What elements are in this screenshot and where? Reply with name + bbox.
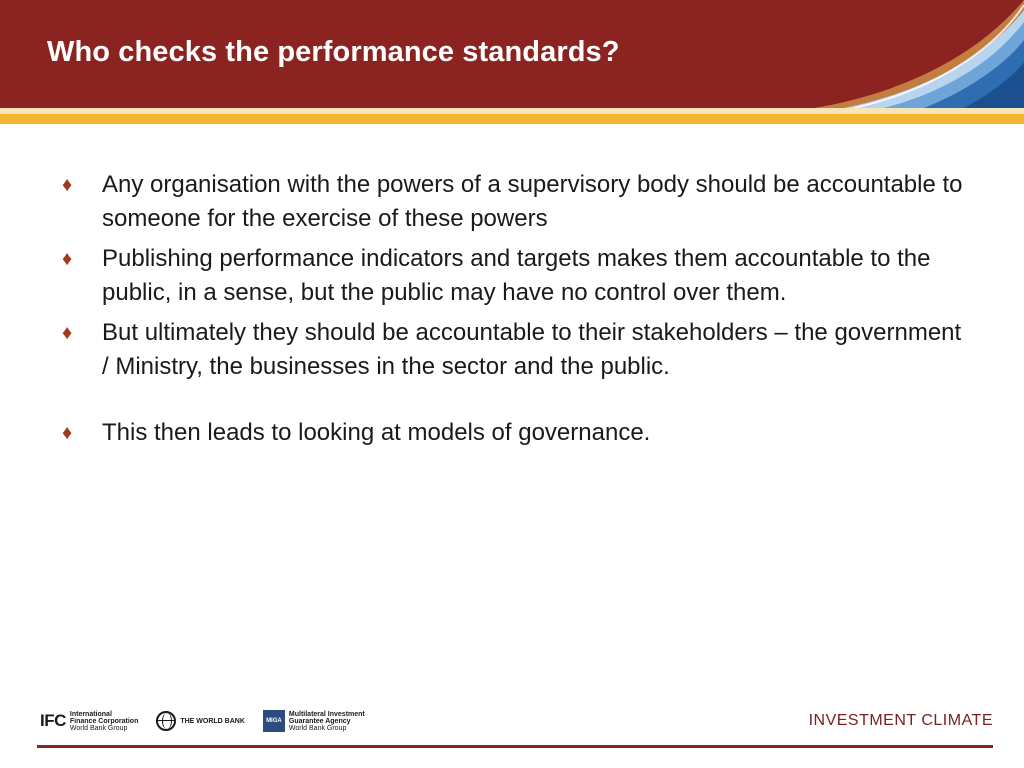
miga-name bbox=[289, 711, 365, 732]
miga-name-line: Multilateral Investment bbox=[288, 710, 365, 718]
bullet-item bbox=[60, 168, 970, 236]
header-bar bbox=[0, 0, 1024, 108]
ifc-name bbox=[70, 711, 138, 732]
ifc-group: World Bank Group bbox=[69, 724, 128, 732]
bullet-item bbox=[60, 316, 970, 384]
bullet-text: But ultimately they should be accountable to their stakeholders – the government / Ministry, the businesses in the sector and the public. bbox=[102, 319, 962, 380]
bullet-item bbox=[60, 416, 970, 450]
diamond-bullet-icon: ♦ bbox=[62, 174, 73, 196]
footer-tagline: INVESTMENT CLIMATE bbox=[808, 712, 993, 729]
miga-group: World Bank Group bbox=[288, 724, 347, 732]
bullet-text: Any organisation with the powers of a supervisory body should be accountable to someone for the exercise of these powers bbox=[102, 171, 963, 232]
bullet-text: Publishing performance indicators and targets makes them accountable to the public, in a sense, but the public may have no control over them. bbox=[102, 245, 931, 306]
bullet-item bbox=[60, 242, 970, 310]
partner-logos bbox=[40, 706, 365, 736]
bullet-list bbox=[60, 168, 970, 456]
diamond-bullet-icon: ♦ bbox=[62, 422, 73, 444]
ifc-mark: IFC bbox=[40, 711, 66, 730]
ifc-name-line: International bbox=[69, 710, 112, 718]
miga-logo bbox=[263, 710, 365, 732]
world-bank-name: THE WORLD BANK bbox=[180, 717, 245, 725]
header-divider-gold bbox=[0, 114, 1024, 124]
world-bank-logo bbox=[156, 711, 245, 731]
slide-title: Who checks the performance standards? bbox=[47, 36, 620, 68]
bullet-text: This then leads to looking at models of governance. bbox=[102, 419, 651, 446]
footer-divider bbox=[37, 745, 993, 748]
decorative-swoosh bbox=[814, 0, 1024, 108]
miga-name-line: Guarantee Agency bbox=[288, 717, 351, 725]
ifc-name-line: Finance Corporation bbox=[69, 717, 139, 725]
miga-mark: MIGA bbox=[263, 710, 285, 732]
diamond-bullet-icon: ♦ bbox=[62, 322, 73, 344]
ifc-logo bbox=[40, 711, 138, 732]
globe-icon bbox=[156, 711, 176, 731]
diamond-bullet-icon: ♦ bbox=[62, 248, 73, 270]
